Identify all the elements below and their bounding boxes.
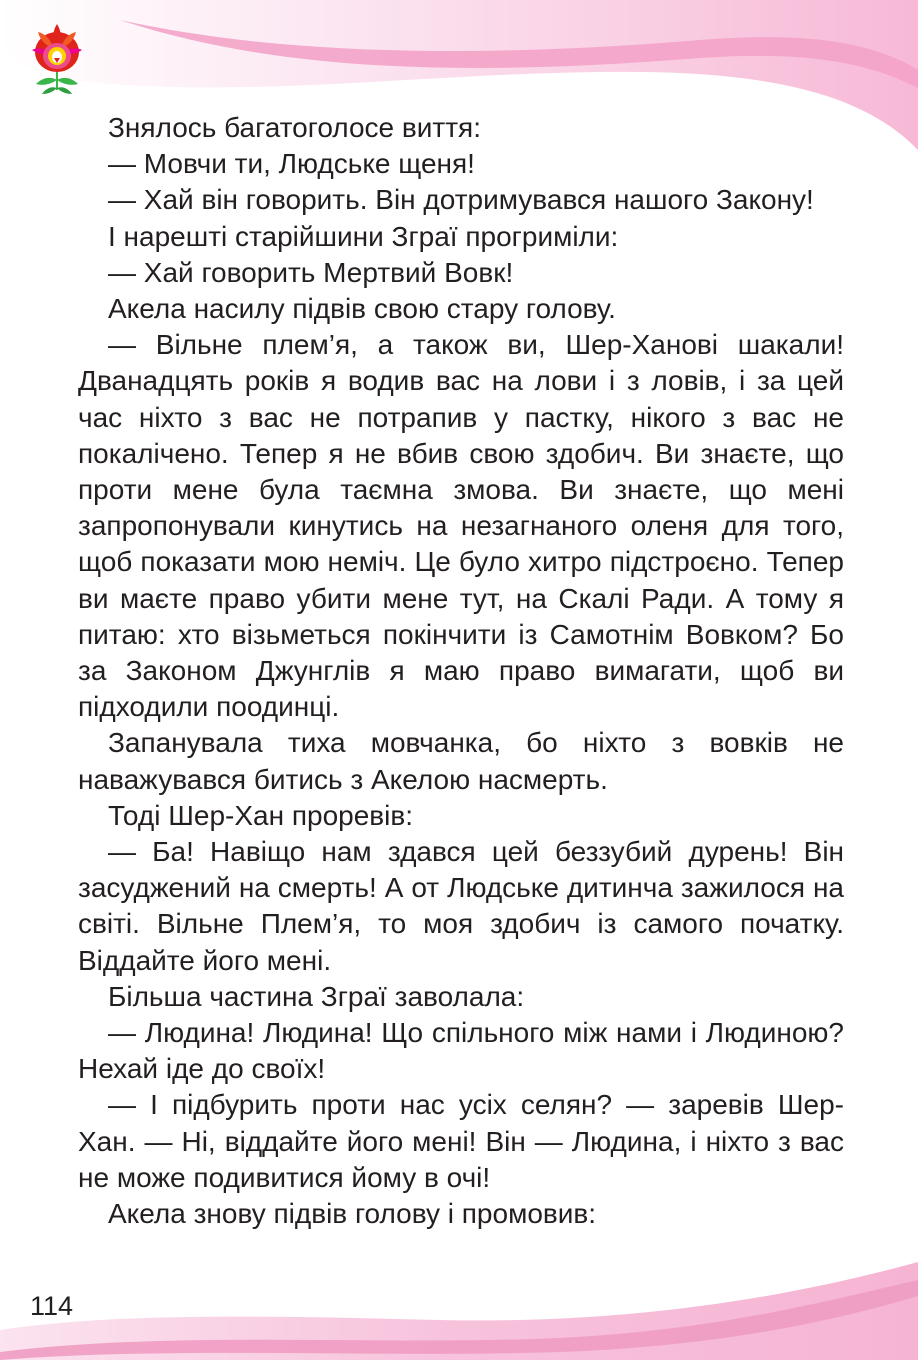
page-text xyxy=(78,110,844,1232)
folk-flower-icon xyxy=(24,18,90,98)
paragraph: — Хай говорить Мертвий Вовк! xyxy=(108,256,514,288)
paragraph: Акела насилу підвів свою стару голову. xyxy=(108,293,616,325)
paragraph: — Людина! Людина! Що спільного між нами і Людиною? Нехай іде до своїх! xyxy=(78,1017,844,1085)
paragraph: Тоді Шер-Хан проревів: xyxy=(108,799,414,831)
paragraph: — Хай він говорить. Він дотримувався нашого Закону! xyxy=(108,184,814,216)
paragraph: Акела знову підвів голову і промовив: xyxy=(108,1198,597,1230)
paragraph: Більша частина Зграї заволала: xyxy=(108,980,525,1012)
paragraph: Знялось багатоголосе виття: xyxy=(108,112,481,143)
paragraph: І нарешті старійшини Зграї прогриміли: xyxy=(108,220,619,252)
page-number: 114 xyxy=(30,1291,74,1321)
paragraph: — І підбурить проти нас усіх селян? — заревів Шер-Хан. — Ні, віддайте його мені! Він — Людина, і ніхто з вас не може подивитися йому в очі! xyxy=(78,1089,844,1193)
paragraph: — Мовчи ти, Людське щеня! xyxy=(108,148,475,180)
paragraph: — Ба! Навіщо нам здався цей беззубий дурень! Він засуджений на смерть! А от Людське дитинча зажилося на світі. Вільне Плем’я, то моя здобич із самого початку. Віддайте його мені. xyxy=(78,836,844,976)
paragraph: — Вільне плем’я, а також ви, Шер-Ханові шакали! Дванадцять років я водив вас на лови і з ловів, і за цей час ніхто з вас не потрапив у пастку, нікого з вас не покалічено. Тепер я не вбив свою здобич. Ви знаєте, що проти мене була таємна змова. Ви знаєте, що мені запропонували кинутись на незагнаного оленя для того, щоб показати мою неміч. Це було хитро підстроєно. Тепер ви маєте право убити мене тут, на Скалі Ради. А тому я питаю: хто візьметься покінчити із Самотнім Вовком? Бо за Законом Джунглів я маю право вимагати, щоб ви підходили поодинці. xyxy=(78,329,844,723)
paragraph: Запанувала тиха мовчанка, бо ніхто з вовків не наважувався битись з Акелою насмерть. xyxy=(78,727,844,795)
